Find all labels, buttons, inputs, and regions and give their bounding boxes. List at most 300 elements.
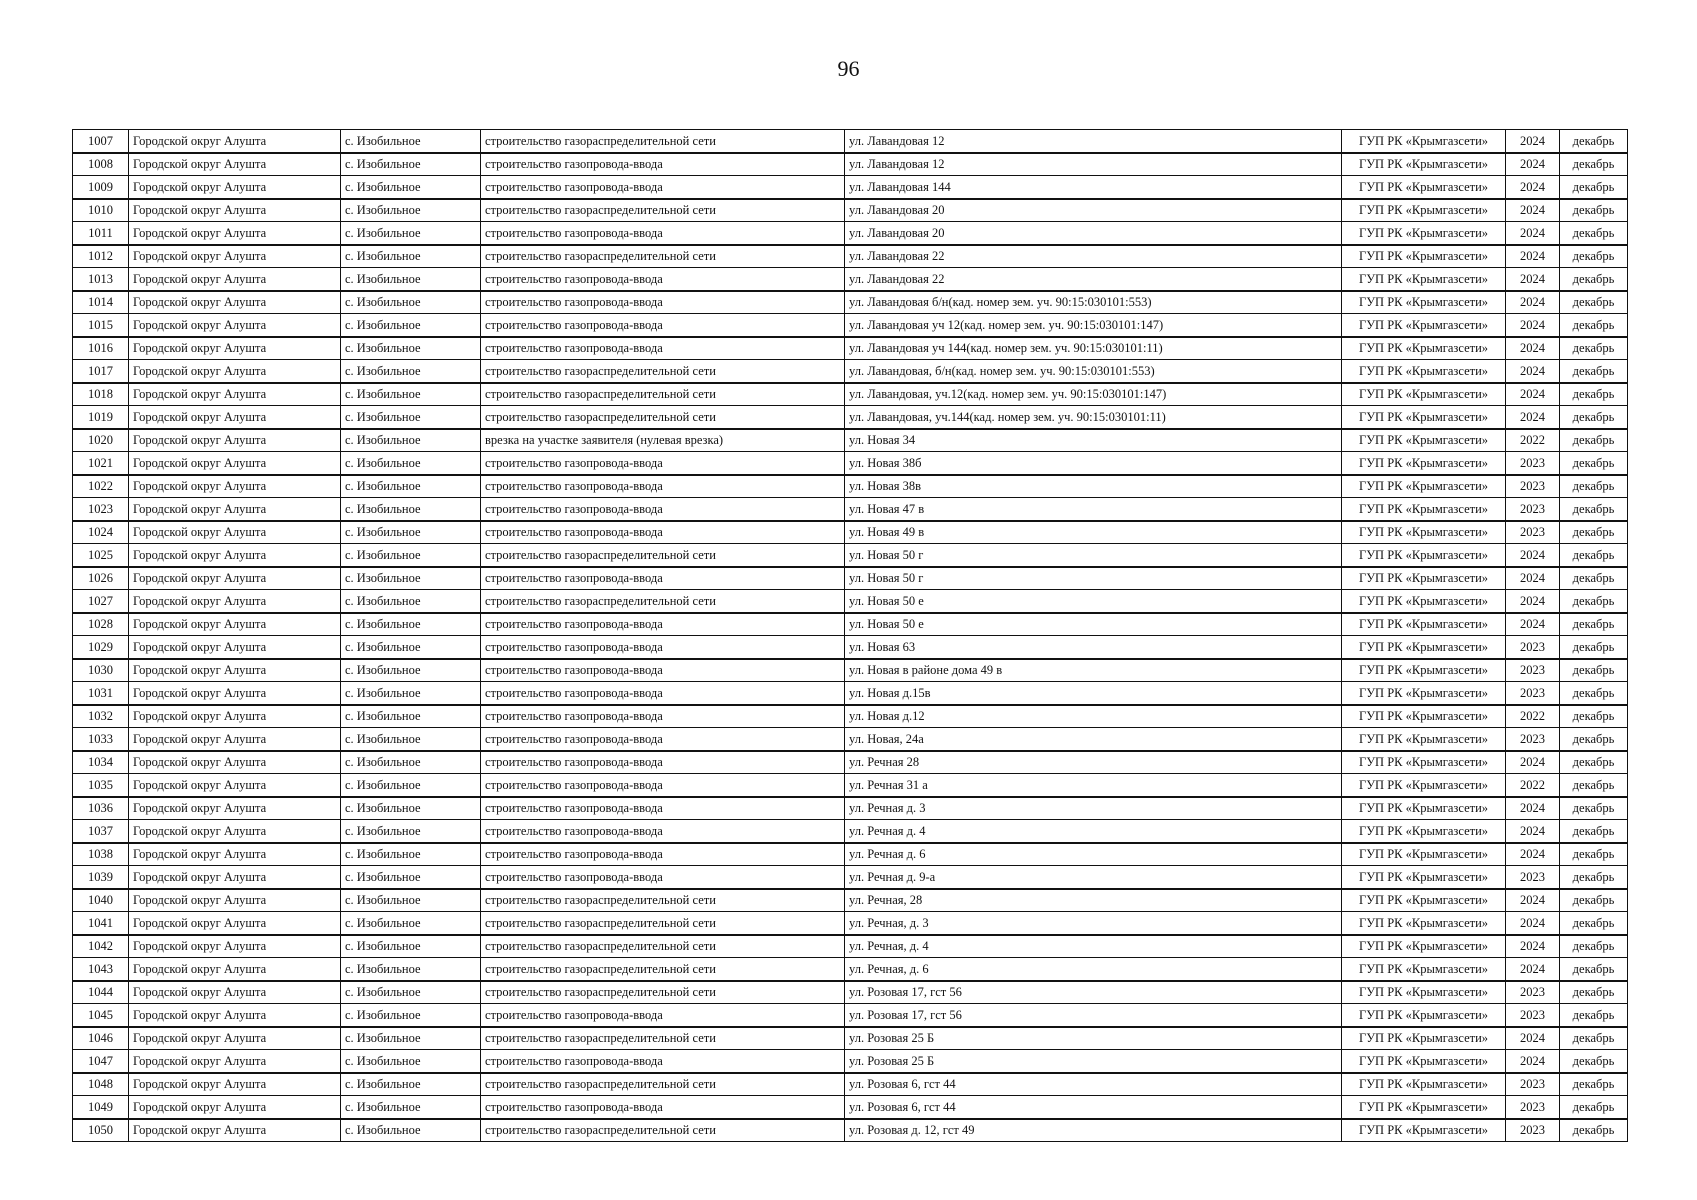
municipality-cell: Городской округ Алушта [129,475,341,498]
table-row [73,475,1628,498]
table-row [73,130,1628,153]
month-cell: декабрь [1560,1119,1628,1142]
municipality-cell: Городской округ Алушта [129,889,341,912]
municipality-cell: Городской округ Алушта [129,1096,341,1119]
table-row [73,1027,1628,1050]
address-cell: ул. Лавандовая 12 [845,153,1342,176]
settlement-cell: с. Изобильное [341,176,481,199]
month-cell: декабрь [1560,222,1628,245]
month-cell: декабрь [1560,636,1628,659]
month-cell: декабрь [1560,705,1628,728]
work-type-cell: врезка на участке заявителя (нулевая врезка) [481,429,845,452]
organization-cell: ГУП РК «Крымгазсети» [1342,659,1506,682]
organization-cell: ГУП РК «Крымгазсети» [1342,1027,1506,1050]
table-row [73,429,1628,452]
address-cell: ул. Новая д.15в [845,682,1342,705]
work-type-cell: строительство газораспределительной сети [481,889,845,912]
organization-cell: ГУП РК «Крымгазсети» [1342,153,1506,176]
year-cell: 2024 [1506,1027,1560,1050]
municipality-cell: Городской округ Алушта [129,406,341,429]
address-cell: ул. Новая 38в [845,475,1342,498]
work-type-cell: строительство газопровода-ввода [481,337,845,360]
address-cell: ул. Речная д. 3 [845,797,1342,820]
address-cell: ул. Розовая 25 Б [845,1027,1342,1050]
organization-cell: ГУП РК «Крымгазсети» [1342,705,1506,728]
organization-cell: ГУП РК «Крымгазсети» [1342,751,1506,774]
work-type-cell: строительство газопровода-ввода [481,1004,845,1027]
work-type-cell: строительство газопровода-ввода [481,222,845,245]
row-number: 1016 [73,337,129,360]
row-number: 1007 [73,130,129,153]
year-cell: 2024 [1506,130,1560,153]
municipality-cell: Городской округ Алушта [129,567,341,590]
work-type-cell: строительство газораспределительной сети [481,1027,845,1050]
organization-cell: ГУП РК «Крымгазсети» [1342,291,1506,314]
address-cell: ул. Речная, д. 4 [845,935,1342,958]
municipality-cell: Городской округ Алушта [129,429,341,452]
municipality-cell: Городской округ Алушта [129,866,341,889]
month-cell: декабрь [1560,360,1628,383]
work-type-cell: строительство газораспределительной сети [481,1073,845,1096]
organization-cell: ГУП РК «Крымгазсети» [1342,866,1506,889]
organization-cell: ГУП РК «Крымгазсети» [1342,820,1506,843]
organization-cell: ГУП РК «Крымгазсети» [1342,222,1506,245]
year-cell: 2023 [1506,475,1560,498]
organization-cell: ГУП РК «Крымгазсети» [1342,935,1506,958]
month-cell: декабрь [1560,728,1628,751]
work-type-cell: строительство газопровода-ввода [481,659,845,682]
table-row [73,1073,1628,1096]
municipality-cell: Городской округ Алушта [129,521,341,544]
municipality-cell: Городской округ Алушта [129,636,341,659]
row-number: 1022 [73,475,129,498]
month-cell: декабрь [1560,1027,1628,1050]
work-type-cell: строительство газопровода-ввода [481,176,845,199]
work-type-cell: строительство газопровода-ввода [481,751,845,774]
row-number: 1030 [73,659,129,682]
month-cell: декабрь [1560,567,1628,590]
row-number: 1025 [73,544,129,567]
month-cell: декабрь [1560,153,1628,176]
row-number: 1027 [73,590,129,613]
row-number: 1041 [73,912,129,935]
municipality-cell: Городской округ Алушта [129,774,341,797]
work-type-cell: строительство газораспределительной сети [481,383,845,406]
settlement-cell: с. Изобильное [341,1119,481,1142]
municipality-cell: Городской округ Алушта [129,958,341,981]
work-type-cell: строительство газораспределительной сети [481,935,845,958]
work-type-cell: строительство газопровода-ввода [481,797,845,820]
year-cell: 2024 [1506,153,1560,176]
month-cell: декабрь [1560,429,1628,452]
month-cell: декабрь [1560,406,1628,429]
address-cell: ул. Новая 63 [845,636,1342,659]
month-cell: декабрь [1560,475,1628,498]
year-cell: 2024 [1506,613,1560,636]
municipality-cell: Городской округ Алушта [129,291,341,314]
month-cell: декабрь [1560,521,1628,544]
municipality-cell: Городской округ Алушта [129,199,341,222]
organization-cell: ГУП РК «Крымгазсети» [1342,498,1506,521]
row-number: 1023 [73,498,129,521]
month-cell: декабрь [1560,590,1628,613]
month-cell: декабрь [1560,843,1628,866]
table-row [73,176,1628,199]
table-row [73,314,1628,337]
organization-cell: ГУП РК «Крымгазсети» [1342,613,1506,636]
address-cell: ул. Речная 28 [845,751,1342,774]
settlement-cell: с. Изобильное [341,383,481,406]
month-cell: декабрь [1560,383,1628,406]
year-cell: 2024 [1506,843,1560,866]
month-cell: декабрь [1560,314,1628,337]
year-cell: 2024 [1506,222,1560,245]
municipality-cell: Городской округ Алушта [129,820,341,843]
month-cell: декабрь [1560,199,1628,222]
address-cell: ул. Речная 31 а [845,774,1342,797]
settlement-cell: с. Изобильное [341,222,481,245]
settlement-cell: с. Изобильное [341,429,481,452]
year-cell: 2022 [1506,429,1560,452]
table-row [73,820,1628,843]
municipality-cell: Городской округ Алушта [129,797,341,820]
municipality-cell: Городской округ Алушта [129,544,341,567]
row-number: 1049 [73,1096,129,1119]
address-cell: ул. Лавандовая 20 [845,199,1342,222]
year-cell: 2023 [1506,1004,1560,1027]
year-cell: 2023 [1506,636,1560,659]
settlement-cell: с. Изобильное [341,406,481,429]
organization-cell: ГУП РК «Крымгазсети» [1342,1096,1506,1119]
address-cell: ул. Лавандовая 20 [845,222,1342,245]
year-cell: 2024 [1506,889,1560,912]
work-type-cell: строительство газопровода-ввода [481,774,845,797]
address-cell: ул. Лавандовая, уч.144(кад. номер зем. уч. 90:15:030101:11) [845,406,1342,429]
settlement-cell: с. Изобильное [341,613,481,636]
settlement-cell: с. Изобильное [341,1004,481,1027]
municipality-cell: Городской округ Алушта [129,1073,341,1096]
row-number: 1044 [73,981,129,1004]
month-cell: декабрь [1560,130,1628,153]
year-cell: 2024 [1506,406,1560,429]
settlement-cell: с. Изобильное [341,590,481,613]
organization-cell: ГУП РК «Крымгазсети» [1342,337,1506,360]
table-row [73,337,1628,360]
organization-cell: ГУП РК «Крымгазсети» [1342,199,1506,222]
month-cell: декабрь [1560,498,1628,521]
row-number: 1010 [73,199,129,222]
organization-cell: ГУП РК «Крымгазсети» [1342,544,1506,567]
municipality-cell: Городской округ Алушта [129,659,341,682]
organization-cell: ГУП РК «Крымгазсети» [1342,590,1506,613]
year-cell: 2023 [1506,866,1560,889]
municipality-cell: Городской округ Алушта [129,452,341,475]
address-cell: ул. Речная, 28 [845,889,1342,912]
address-cell: ул. Розовая 17, гст 56 [845,1004,1342,1027]
year-cell: 2023 [1506,521,1560,544]
organization-cell: ГУП РК «Крымгазсети» [1342,567,1506,590]
table-row [73,383,1628,406]
settlement-cell: с. Изобильное [341,958,481,981]
address-cell: ул. Розовая 25 Б [845,1050,1342,1073]
row-number: 1019 [73,406,129,429]
year-cell: 2024 [1506,199,1560,222]
work-type-cell: строительство газораспределительной сети [481,958,845,981]
month-cell: декабрь [1560,1096,1628,1119]
year-cell: 2023 [1506,1073,1560,1096]
organization-cell: ГУП РК «Крымгазсети» [1342,1119,1506,1142]
address-cell: ул. Речная д. 9-а [845,866,1342,889]
work-type-cell: строительство газопровода-ввода [481,498,845,521]
settlement-cell: с. Изобильное [341,820,481,843]
table-row [73,636,1628,659]
table-row [73,360,1628,383]
settlement-cell: с. Изобильное [341,130,481,153]
row-number: 1015 [73,314,129,337]
row-number: 1012 [73,245,129,268]
month-cell: декабрь [1560,245,1628,268]
organization-cell: ГУП РК «Крымгазсети» [1342,429,1506,452]
table-row [73,797,1628,820]
organization-cell: ГУП РК «Крымгазсети» [1342,797,1506,820]
municipality-cell: Городской округ Алушта [129,981,341,1004]
municipality-cell: Городской округ Алушта [129,498,341,521]
row-number: 1039 [73,866,129,889]
settlement-cell: с. Изобильное [341,1027,481,1050]
municipality-cell: Городской округ Алушта [129,337,341,360]
municipality-cell: Городской округ Алушта [129,222,341,245]
work-type-cell: строительство газораспределительной сети [481,199,845,222]
table-row [73,1119,1628,1142]
address-cell: ул. Новая 47 в [845,498,1342,521]
work-type-cell: строительство газопровода-ввода [481,705,845,728]
table-row [73,958,1628,981]
table-row [73,705,1628,728]
row-number: 1032 [73,705,129,728]
row-number: 1018 [73,383,129,406]
row-number: 1028 [73,613,129,636]
settlement-cell: с. Изобильное [341,636,481,659]
year-cell: 2024 [1506,751,1560,774]
table-row [73,843,1628,866]
settlement-cell: с. Изобильное [341,912,481,935]
year-cell: 2024 [1506,268,1560,291]
work-type-cell: строительство газопровода-ввода [481,314,845,337]
month-cell: декабрь [1560,751,1628,774]
year-cell: 2023 [1506,981,1560,1004]
address-cell: ул. Речная, д. 6 [845,958,1342,981]
table-row [73,268,1628,291]
month-cell: декабрь [1560,452,1628,475]
year-cell: 2024 [1506,176,1560,199]
address-cell: ул. Розовая д. 12, гст 49 [845,1119,1342,1142]
municipality-cell: Городской округ Алушта [129,130,341,153]
table-row [73,521,1628,544]
work-type-cell: строительство газопровода-ввода [481,268,845,291]
table-row [73,912,1628,935]
work-type-cell: строительство газораспределительной сети [481,912,845,935]
page-number: 96 [837,56,860,81]
row-number: 1036 [73,797,129,820]
work-type-cell: строительство газораспределительной сети [481,406,845,429]
table-row [73,774,1628,797]
month-cell: декабрь [1560,820,1628,843]
work-type-cell: строительство газораспределительной сети [481,1119,845,1142]
municipality-cell: Городской округ Алушта [129,613,341,636]
row-number: 1011 [73,222,129,245]
work-type-cell: строительство газопровода-ввода [481,291,845,314]
address-cell: ул. Новая 34 [845,429,1342,452]
work-type-cell: строительство газопровода-ввода [481,820,845,843]
municipality-cell: Городской округ Алушта [129,1004,341,1027]
municipality-cell: Городской округ Алушта [129,751,341,774]
address-cell: ул. Новая 50 е [845,590,1342,613]
organization-cell: ГУП РК «Крымгазсети» [1342,360,1506,383]
organization-cell: ГУП РК «Крымгазсети» [1342,958,1506,981]
table-row [73,866,1628,889]
table-row [73,544,1628,567]
table-row [73,567,1628,590]
work-type-cell: строительство газораспределительной сети [481,130,845,153]
settlement-cell: с. Изобильное [341,498,481,521]
organization-cell: ГУП РК «Крымгазсети» [1342,475,1506,498]
row-number: 1037 [73,820,129,843]
address-cell: ул. Речная, д. 3 [845,912,1342,935]
organization-cell: ГУП РК «Крымгазсети» [1342,774,1506,797]
municipality-cell: Городской округ Алушта [129,590,341,613]
address-cell: ул. Речная д. 6 [845,843,1342,866]
work-type-cell: строительство газораспределительной сети [481,544,845,567]
work-type-cell: строительство газопровода-ввода [481,866,845,889]
row-number: 1050 [73,1119,129,1142]
work-type-cell: строительство газопровода-ввода [481,1050,845,1073]
month-cell: декабрь [1560,958,1628,981]
organization-cell: ГУП РК «Крымгазсети» [1342,1004,1506,1027]
month-cell: декабрь [1560,176,1628,199]
municipality-cell: Городской округ Алушта [129,314,341,337]
address-cell: ул. Лавандовая, уч.12(кад. номер зем. уч. 90:15:030101:147) [845,383,1342,406]
year-cell: 2023 [1506,728,1560,751]
settlement-cell: с. Изобильное [341,774,481,797]
work-type-cell: строительство газопровода-ввода [481,682,845,705]
row-number: 1035 [73,774,129,797]
settlement-cell: с. Изобильное [341,314,481,337]
month-cell: декабрь [1560,544,1628,567]
organization-cell: ГУП РК «Крымгазсети» [1342,728,1506,751]
year-cell: 2023 [1506,1119,1560,1142]
address-cell: ул. Розовая 17, гст 56 [845,981,1342,1004]
settlement-cell: с. Изобильное [341,475,481,498]
settlement-cell: с. Изобильное [341,245,481,268]
year-cell: 2023 [1506,659,1560,682]
month-cell: декабрь [1560,797,1628,820]
settlement-cell: с. Изобильное [341,866,481,889]
organization-cell: ГУП РК «Крымгазсети» [1342,245,1506,268]
year-cell: 2024 [1506,935,1560,958]
settlement-cell: с. Изобильное [341,544,481,567]
organization-cell: ГУП РК «Крымгазсети» [1342,452,1506,475]
address-cell: ул. Лавандовая б/н(кад. номер зем. уч. 90:15:030101:553) [845,291,1342,314]
settlement-cell: с. Изобильное [341,797,481,820]
month-cell: декабрь [1560,268,1628,291]
work-type-cell: строительство газопровода-ввода [481,636,845,659]
address-cell: ул. Новая в районе дома 49 в [845,659,1342,682]
row-number: 1026 [73,567,129,590]
municipality-cell: Городской округ Алушта [129,1050,341,1073]
year-cell: 2024 [1506,1050,1560,1073]
table-row [73,935,1628,958]
organization-cell: ГУП РК «Крымгазсети» [1342,130,1506,153]
year-cell: 2024 [1506,797,1560,820]
address-cell: ул. Розовая 6, гст 44 [845,1096,1342,1119]
month-cell: декабрь [1560,613,1628,636]
settlement-cell: с. Изобильное [341,268,481,291]
row-number: 1043 [73,958,129,981]
year-cell: 2024 [1506,590,1560,613]
address-cell: ул. Лавандовая, б/н(кад. номер зем. уч. 90:15:030101:553) [845,360,1342,383]
organization-cell: ГУП РК «Крымгазсети» [1342,682,1506,705]
month-cell: декабрь [1560,337,1628,360]
organization-cell: ГУП РК «Крымгазсети» [1342,981,1506,1004]
work-type-cell: строительство газораспределительной сети [481,360,845,383]
settlement-cell: с. Изобильное [341,682,481,705]
row-number: 1014 [73,291,129,314]
organization-cell: ГУП РК «Крымгазсети» [1342,314,1506,337]
table-row [73,291,1628,314]
organization-cell: ГУП РК «Крымгазсети» [1342,636,1506,659]
table-row [73,222,1628,245]
row-number: 1038 [73,843,129,866]
month-cell: декабрь [1560,889,1628,912]
municipality-cell: Городской округ Алушта [129,912,341,935]
table-row [73,981,1628,1004]
settlement-cell: с. Изобильное [341,337,481,360]
year-cell: 2024 [1506,337,1560,360]
work-type-cell: строительство газопровода-ввода [481,613,845,636]
work-type-cell: строительство газопровода-ввода [481,521,845,544]
municipality-cell: Городской округ Алушта [129,1027,341,1050]
settlement-cell: с. Изобильное [341,659,481,682]
row-number: 1008 [73,153,129,176]
settlement-cell: с. Изобильное [341,889,481,912]
table-row [73,406,1628,429]
address-cell: ул. Новая 50 г [845,567,1342,590]
table-row [73,590,1628,613]
year-cell: 2024 [1506,912,1560,935]
year-cell: 2022 [1506,705,1560,728]
row-number: 1020 [73,429,129,452]
municipality-cell: Городской округ Алушта [129,176,341,199]
row-number: 1031 [73,682,129,705]
month-cell: декабрь [1560,935,1628,958]
month-cell: декабрь [1560,659,1628,682]
month-cell: декабрь [1560,866,1628,889]
organization-cell: ГУП РК «Крымгазсети» [1342,383,1506,406]
address-cell: ул. Речная д. 4 [845,820,1342,843]
table-row [73,498,1628,521]
settlement-cell: с. Изобильное [341,935,481,958]
organization-cell: ГУП РК «Крымгазсети» [1342,268,1506,291]
row-number: 1021 [73,452,129,475]
table-row [73,1050,1628,1073]
row-number: 1040 [73,889,129,912]
table-row [73,728,1628,751]
address-cell: ул. Лавандовая 144 [845,176,1342,199]
settlement-cell: с. Изобильное [341,1073,481,1096]
work-type-cell: строительство газопровода-ввода [481,153,845,176]
municipality-cell: Городской округ Алушта [129,268,341,291]
table-row [73,452,1628,475]
